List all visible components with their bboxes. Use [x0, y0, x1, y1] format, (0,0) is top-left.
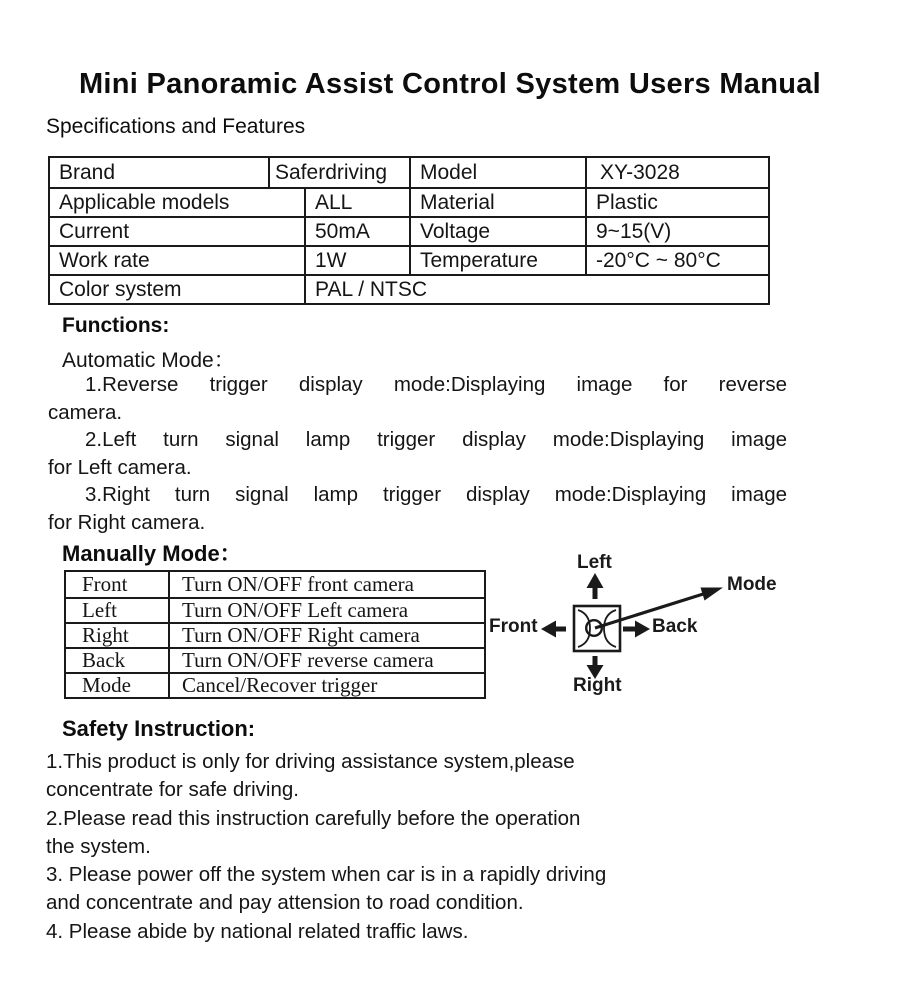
- joystick-label-right: Back: [652, 616, 698, 637]
- spec-work-rate-label: Work rate: [59, 248, 150, 272]
- table-row: [50, 158, 768, 187]
- manual-left-value: Turn ON/OFF Left camera: [168, 599, 484, 622]
- spec-work-rate-value: 1W: [304, 247, 409, 274]
- safety-line-7: 4. Please abide by national related traffic laws.: [46, 919, 469, 943]
- table-row: [66, 597, 484, 622]
- table-row: [50, 245, 768, 274]
- manual-mode-key: Mode: [82, 673, 131, 697]
- functions-list: [48, 371, 787, 536]
- manual-back-value: Turn ON/OFF reverse camera: [168, 649, 484, 672]
- functions-heading: Functions:: [62, 314, 170, 337]
- joystick-label-down: Right: [573, 675, 622, 696]
- table-row: [66, 572, 484, 597]
- table-row: [50, 274, 768, 303]
- safety-instruction-list: [46, 748, 786, 946]
- safety-instruction-heading: Safety Instruction:: [62, 716, 256, 741]
- spec-temperature-label: Temperature: [409, 247, 585, 274]
- table-row: [66, 647, 484, 672]
- table-row: [66, 622, 484, 647]
- safety-line-2: concentrate for safe driving.: [46, 778, 299, 802]
- manual-front-value: Turn ON/OFF front camera: [168, 572, 484, 597]
- safety-line-3: 2.Please read this instruction carefully before the operation: [46, 806, 581, 830]
- spec-brand-value: Saferdriving: [268, 158, 409, 187]
- joystick-label-up: Left: [577, 552, 612, 573]
- manual-left-key: Left: [82, 598, 117, 622]
- function-item-3-line-2: for Right camera.: [48, 510, 206, 534]
- spec-material-value: Plastic: [585, 189, 768, 216]
- spec-applicable-models-value: ALL: [304, 189, 409, 216]
- spec-temperature-value: -20°C ~ 80°C: [585, 247, 768, 274]
- manual-front-key: Front: [82, 572, 128, 596]
- spec-voltage-value: 9~15(V): [585, 218, 768, 245]
- spec-model-value: XY-3028: [585, 158, 768, 187]
- spec-voltage-label: Voltage: [409, 218, 585, 245]
- spec-color-system-value: PAL / NTSC: [304, 276, 768, 303]
- function-item-3-line-1: 3.Right turn signal lamp trigger display mode:Displaying image: [85, 483, 787, 506]
- manual-right-value: Turn ON/OFF Right camera: [168, 624, 484, 647]
- safety-line-1: 1.This product is only for driving assistance system,please: [46, 750, 575, 773]
- spec-current-label: Current: [59, 219, 130, 243]
- specifications-subtitle: Specifications and Features: [46, 115, 306, 138]
- spec-applicable-models-label: Applicable models: [59, 190, 230, 214]
- manual-mode-value: Cancel/Recover trigger: [168, 674, 484, 697]
- joystick-label-diagonal: Mode: [727, 574, 777, 595]
- specifications-table: [48, 156, 770, 305]
- function-item-2-line-2: for Left camera.: [48, 455, 192, 479]
- joystick-label-left: Front: [489, 616, 538, 637]
- manual-mode-table: [64, 570, 486, 699]
- spec-brand-label: Brand: [59, 160, 116, 184]
- automatic-mode-heading: Automatic Mode：: [62, 349, 235, 372]
- function-item-1-line-2: camera.: [48, 400, 123, 424]
- safety-line-5: 3. Please power off the system when car is in a rapidly driving: [46, 863, 607, 887]
- table-row: [50, 187, 768, 216]
- spec-material-label: Material: [409, 189, 585, 216]
- function-item-2-line-1: 2.Left turn signal lamp trigger display mode:Displaying image: [85, 428, 787, 451]
- spec-color-system-label: Color system: [59, 277, 182, 301]
- spec-current-value: 50mA: [304, 218, 409, 245]
- manual-back-key: Back: [82, 648, 126, 672]
- table-row: [66, 672, 484, 697]
- safety-line-6: and concentrate and pay attension to road condition.: [46, 891, 524, 915]
- safety-line-4: the system.: [46, 834, 151, 858]
- manual-right-key: Right: [82, 623, 129, 647]
- spec-model-label: Model: [409, 158, 585, 187]
- function-item-1-line-1: 1.Reverse trigger display mode:Displaying image for reverse: [85, 373, 787, 396]
- table-row: [50, 216, 768, 245]
- page-title: Mini Panoramic Assist Control System Users Manual: [78, 68, 822, 100]
- manually-mode-heading: Manually Mode：: [62, 541, 242, 566]
